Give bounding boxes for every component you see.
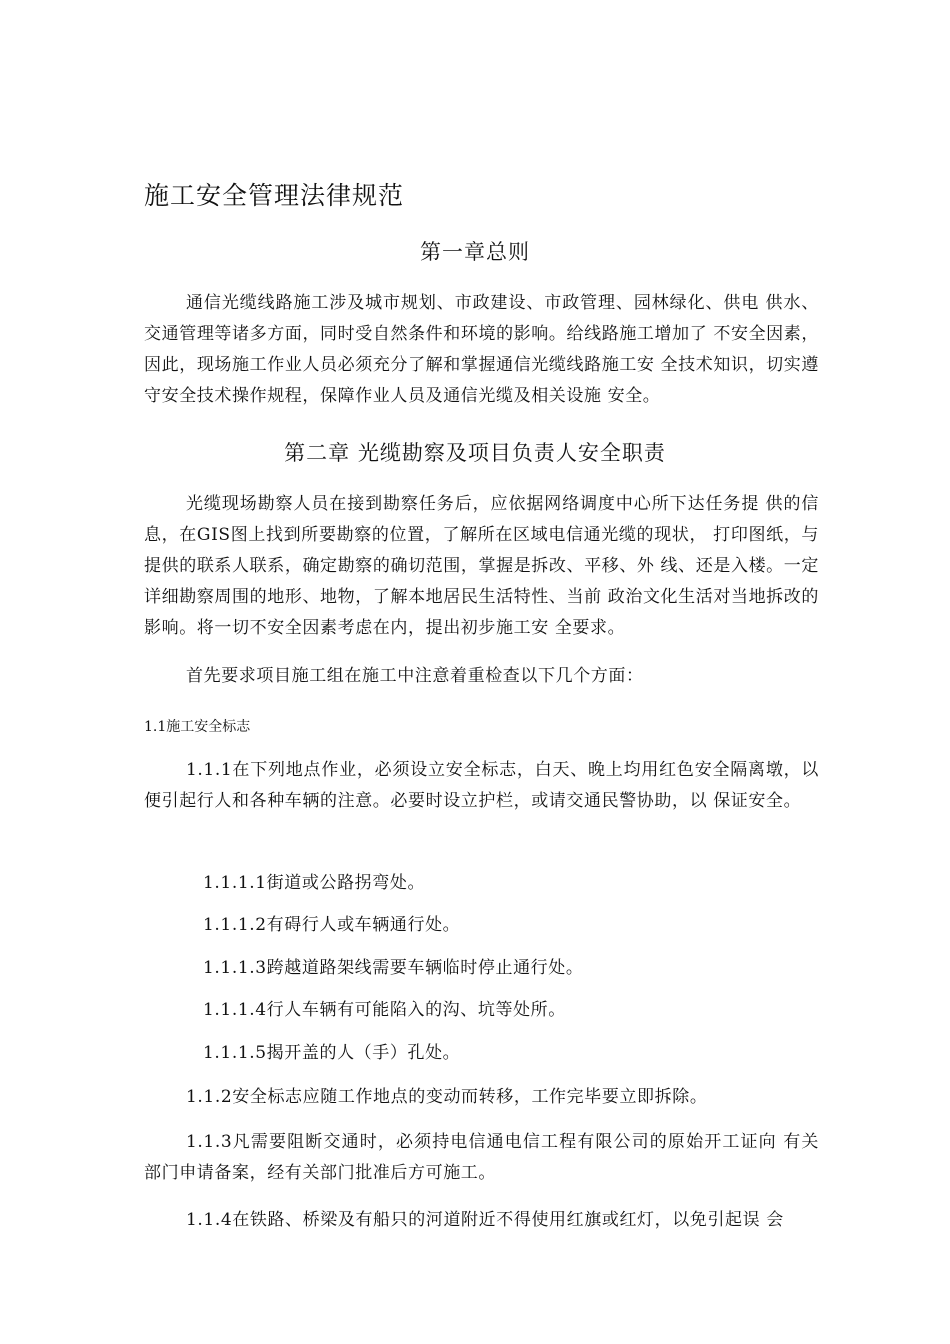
section-1-1-heading: 1.1施工安全标志 (144, 719, 251, 735)
paragraph-1-1-3: 1.1.3凡需要阻断交通时，必须持电信通电信工程有限公司的原始开工证向 有关部门申请备案，经有关部门批准后方可施工。 (144, 1132, 819, 1183)
list-item: 1.1.1.5揭开盖的人（手）孔处。 (203, 1043, 461, 1063)
chapter1-heading: 第一章总则 (420, 240, 530, 264)
paragraph-1-1-2: 1.1.2安全标志应随工作地点的变动而转移，工作完毕要立即拆除。 (186, 1087, 708, 1107)
list-item: 1.1.1.3跨越道路架线需要车辆临时停止通行处。 (203, 958, 584, 978)
chapter1-paragraph: 通信光缆线路施工涉及城市规划、市政建设、市政管理、园林绿化、供电 供水、交通管理等诸多方面，同时受自然条件和环境的影响。给线路施工增加了 不安全因素，因此，现场施工作业人员必须充分了解和掌握通信光缆线路施工安 全技术知识，切实遵守安全技术操作规程，保障作业人员及通信光缆及相关设施 安全。 (144, 293, 819, 406)
chapter2-paragraph1: 光缆现场勘察人员在接到勘察任务后，应依据网络调度中心所下达任务提 供的信息，在GIS图上找到所要勘察的位置，了解所在区域电信通光缆的现状， 打印图纸，与提供的联系人联系，确定勘察的确切范围，掌握是拆改、平移、外 线、还是入楼。一定详细勘察周围的地形、地物，了解本地居民生活特性、当前 政治文化生活对当地拆改的影响。将一切不安全因素考虑在内，提出初步施工安 全要求。 (144, 494, 819, 638)
list-item: 1.1.1.1街道或公路拐弯处。 (203, 873, 426, 893)
list-item: 1.1.1.4行人车辆有可能陷入的沟、坑等处所。 (203, 1000, 566, 1020)
paragraph-1-1-1: 1.1.1在下列地点作业，必须设立安全标志，白天、晚上均用红色安全隔离墩，以便引起行人和各种车辆的注意。必要时设立护栏，或请交通民警协助，以 保证安全。 (144, 760, 819, 811)
chapter2-paragraph2: 首先要求项目施工组在施工中注意着重检查以下几个方面： (186, 666, 644, 686)
paragraph-1-1-4: 1.1.4在铁路、桥梁及有船只的河道附近不得使用红旗或红灯，以免引起误 会 (186, 1210, 784, 1230)
list-item: 1.1.1.2有碍行人或车辆通行处。 (203, 915, 461, 935)
chapter2-heading: 第二章 光缆勘察及项目负责人安全职责 (284, 441, 666, 465)
document-title: 施工安全管理法律规范 (144, 181, 405, 210)
